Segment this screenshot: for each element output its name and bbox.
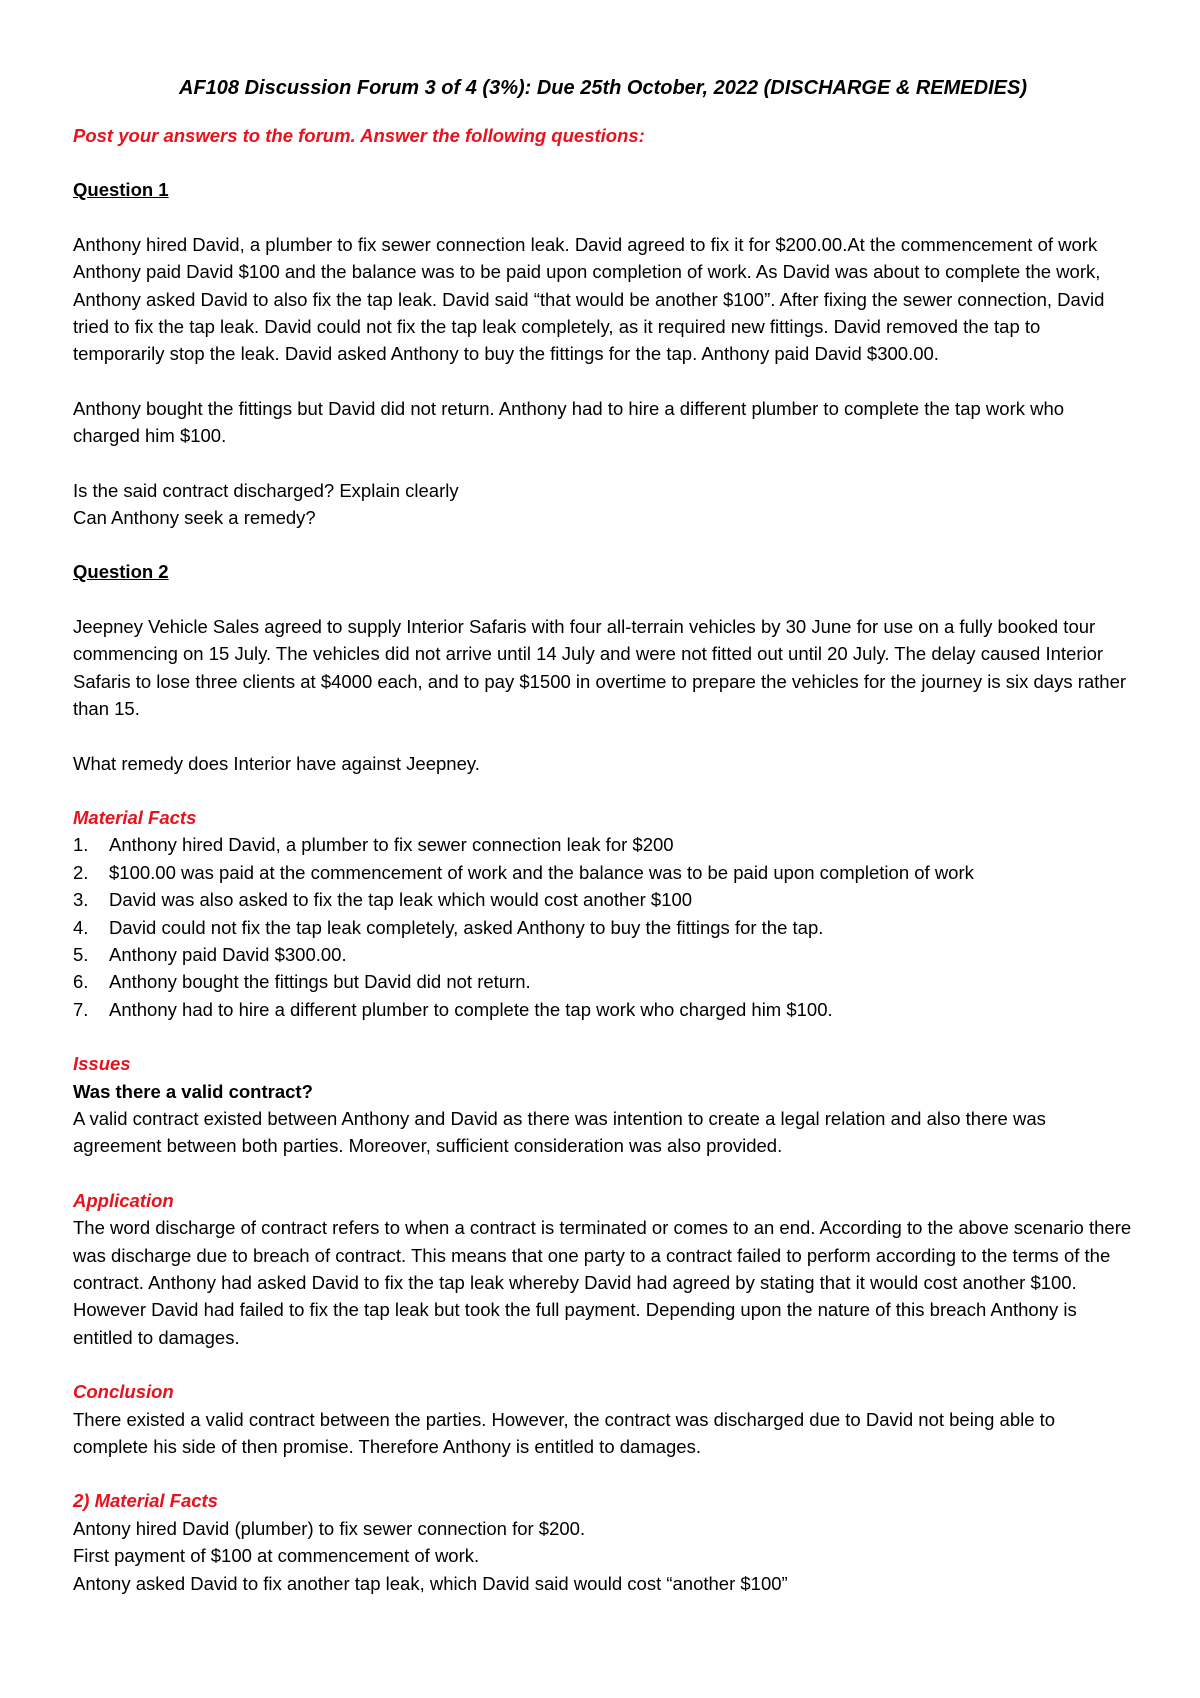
list-item: 7. Anthony had to hire a different plumber to complete the tap work who charged him $100. [73,998,833,1020]
document-title: AF108 Discussion Forum 3 of 4 (3%): Due 25th October, 2022 (DISCHARGE & REMEDIES) [179,77,1027,99]
conclusion-heading: Conclusion [73,1381,174,1403]
application-heading: Application [73,1189,174,1211]
material-facts-heading: Material Facts [73,806,197,828]
question-2-paragraph-1: Jeepney Vehicle Sales agreed to supply Interior Safaris with four all-terrain vehicles by 30 June for use on a fully booked tour commencing on 15 July. The vehicles did not arrive until 14 July and were not fitted out until 20 July. The delay caused Interior Safaris to lose three clients at $4000 each, and to pay $1500 in overtime to prepare the vehicles for the journey is six days rather than 15. [73,615,1127,720]
application-text: The word discharge of contract refers to when a contract is terminated or comes to an end. According to the above scenario there was discharge due to breach of contract. This means that one party to a contract failed to perform according to the terms of the contract. Anthony had asked David to fix the tap leak whereby David had agreed by stating that it would cost another $100. However David had failed to fix the tap leak but took the full payment. Depending upon the nature of this breach Anthony is entitled to damages. [73,1217,1132,1348]
list-item: 4. David could not fix the tap leak completely, asked Anthony to buy the fittings for the tap. [73,916,824,938]
list-item: 1. Anthony hired David, a plumber to fix sewer connection leak for $200 [73,834,674,856]
list-item: 2. $100.00 was paid at the commencement of work and the balance was to be paid upon completion of work [73,861,974,883]
question-1-ask-2: Can Anthony seek a remedy? [73,507,316,529]
material-facts-list [73,831,1133,1023]
issues-subheading: Was there a valid contract? [73,1080,313,1102]
question-2-ask: What remedy does Interior have against Jeepney. [73,752,480,774]
document-content [73,74,1133,1597]
list-item: 5. Anthony paid David $300.00. [73,943,347,965]
material-facts-2-line-1: Antony hired David (plumber) to fix sewer connection for $200. [73,1517,586,1539]
question-1-paragraph-2: Anthony bought the fittings but David did not return. Anthony had to hire a different plumber to complete the tap work who charged him $100. [73,397,1065,447]
question-2-heading: Question 2 [73,561,169,583]
issues-heading: Issues [73,1053,131,1075]
conclusion-text: There existed a valid contract between the parties. However, the contract was discharged due to David not being able to complete his side of then promise. Therefore Anthony is entitled to damages. [73,1408,1056,1458]
question-1-paragraph-1: Anthony hired David, a plumber to fix sewer connection leak. David agreed to fix it for $200.00.At the commencement of work Anthony paid David $100 and the balance was to be paid upon completion of work. As David was about to complete the work, Anthony asked David to also fix the tap leak. David said “that would be another $100”. After fixing the sewer connection, David tried to fix the tap leak. David could not fix the tap leak completely, as it required new fittings. David removed the tap to temporarily stop the leak. David asked Anthony to buy the fittings for the tap. Anthony paid David $300.00. [73,233,1105,365]
question-1-heading: Question 1 [73,179,169,201]
material-facts-2-line-3: Antony asked David to fix another tap leak, which David said would cost “another $100” [73,1572,788,1594]
material-facts-2-heading: 2) Material Facts [73,1490,218,1512]
material-facts-2-line-2: First payment of $100 at commencement of work. [73,1545,480,1567]
question-1-ask-1: Is the said contract discharged? Explain clearly [73,479,459,501]
list-item: 3. David was also asked to fix the tap leak which would cost another $100 [73,889,693,911]
list-item: 6. Anthony bought the fittings but David did not return. [73,971,531,993]
issues-text: A valid contract existed between Anthony and David as there was intention to create a legal relation and also there was agreement between both parties. Moreover, sufficient consideration was also provided. [73,1107,1046,1157]
instruction-text: Post your answers to the forum. Answer the following questions: [73,125,645,146]
